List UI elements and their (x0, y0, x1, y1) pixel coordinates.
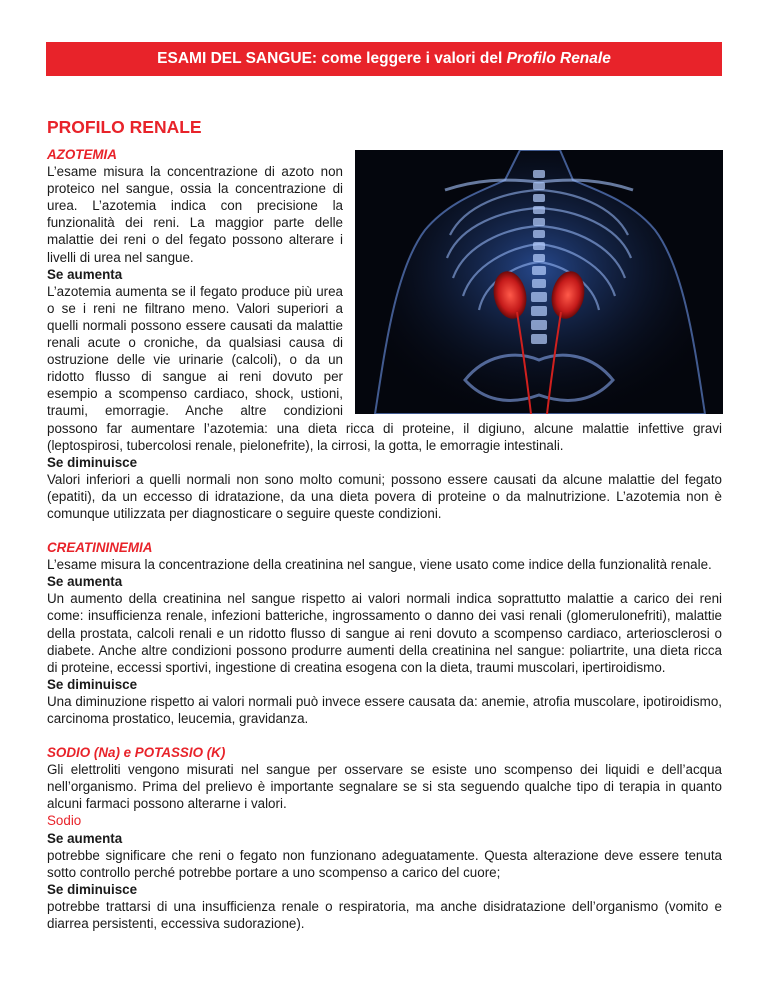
sodio-decrease-text: potrebbe trattarsi di una insufficienza renale o respiratoria, ma anche disidratazione dell’organismo (vomito e diarrea persistenti, eccessiva sudorazione). (47, 898, 722, 932)
page-banner (46, 42, 722, 76)
azotemia-decrease-text: Valori inferiori a quelli normali non sono molto comuni; possono essere causati da alcune malattie del fegato (epatiti), da un eccesso di idratazione, da una dieta povera di proteine o da malnutrizione. L’azotemia non è comunque utilizzata per diagnosticare o seguire queste condizioni. (47, 471, 722, 521)
creatininemia-increase-text: Un aumento della creatinina nel sangue rispetto ai valori normali indica soprattutto malattie a carico dei reni come: insufficienza renale, infezioni batteriche, ingrossamento o danno dei vasi renali (glomerulonefriti), malattie della prostata, calcoli renali e un ridotto flusso di sangue ai reni dovuto a scompenso cardiaco, arteriosclerosi o diabete. Anche altre condizioni possono produrre aumenti della creatinina nel sangue: poliartrite, una dieta ricca di proteine, eccessi sportivi, ingestione di creatina esogena con la dieta, traumi muscolari, ipertiroidismo. (47, 591, 722, 675)
sodio-increase-label: Se aumenta (47, 830, 123, 846)
spacer (47, 522, 722, 539)
spacer (47, 727, 722, 744)
creatininemia-title: CREATININEMIA (47, 540, 153, 556)
azotemia-increase-text: L’azotemia aumenta se il fegato produce più urea o se i reni ne filtrano meno. Valori superiori a quelli normali possono essere causati da malattie renali acute o croniche, da qualsiasi causa di ostruzione delle vie urinarie (calcoli), o da un ridotto flusso di sangue ai reni dovuto per esempio a scompenso cardiaco, shock, ustioni, traumi, emorragie. Anche altre condizioni possono far aumentare l’azotemia: una dieta ricca di proteine, il digiuno, alcune malattie infettive gravi (leptospirosi, tubercolosi renale, pielonefrite), la cirrosi, la gotta, le emorragie intestinali. (47, 283, 722, 453)
creatininemia-decrease-label: Se diminuisce (47, 676, 138, 692)
creatininemia-decrease-text: Una diminuzione rispetto ai valori normali può invece essere causata da: anemie, atrofia muscolare, ipotiroidismo, carcinoma prostatico, leucemia, gravidanza. (47, 693, 722, 726)
document-body (47, 117, 722, 932)
banner-prefix: ESAMI DEL SANGUE: come leggere i valori del (157, 50, 503, 67)
sodio-potassio-intro: Gli elettroliti vengono misurati nel sangue per osservare se esiste uno scompenso dei liquidi e dell’acqua nell’organismo. Prima del prelievo è importante segnalare se si sta seguendo qualche tipo di terapia in quanto alcuni farmaci possono alterarne i valori. (47, 762, 722, 812)
sodio-decrease-label: Se diminuisce (47, 881, 138, 897)
sodio-increase-text: potrebbe significare che reni o fegato non funzionano adeguatamente. Questa alterazione deve essere tenuta sotto controllo perché potrebbe portare a uno scompenso a carico del cuore; (47, 847, 722, 880)
section-title: PROFILO RENALE (47, 117, 202, 137)
azotemia-intro: L’esame misura la concentrazione di azoto non proteico nel sangue, ossia la concentrazione di urea. L’azotemia indica con precisione la funzionalità dei reni. La maggior parte delle malattie dei reni o del fegato possono alterare i livelli di urea nel sangue. (47, 164, 343, 265)
azotemia-title: AZOTEMIA (47, 147, 117, 162)
banner-emphasis: Profilo Renale (506, 50, 611, 67)
azotemia-increase-label: Se aumenta (47, 266, 123, 282)
kidney-xray-illustration-icon (355, 150, 723, 414)
creatininemia-increase-label: Se aumenta (47, 574, 123, 590)
creatininemia-intro: L’esame misura la concentrazione della creatinina nel sangue, viene usato come indice della funzionalità renale. (47, 557, 712, 573)
azotemia-decrease-label: Se diminuisce (47, 454, 138, 470)
sodio-potassio-title: SODIO (Na) e POTASSIO (K) (47, 745, 226, 761)
sodio-label: Sodio (47, 813, 82, 829)
